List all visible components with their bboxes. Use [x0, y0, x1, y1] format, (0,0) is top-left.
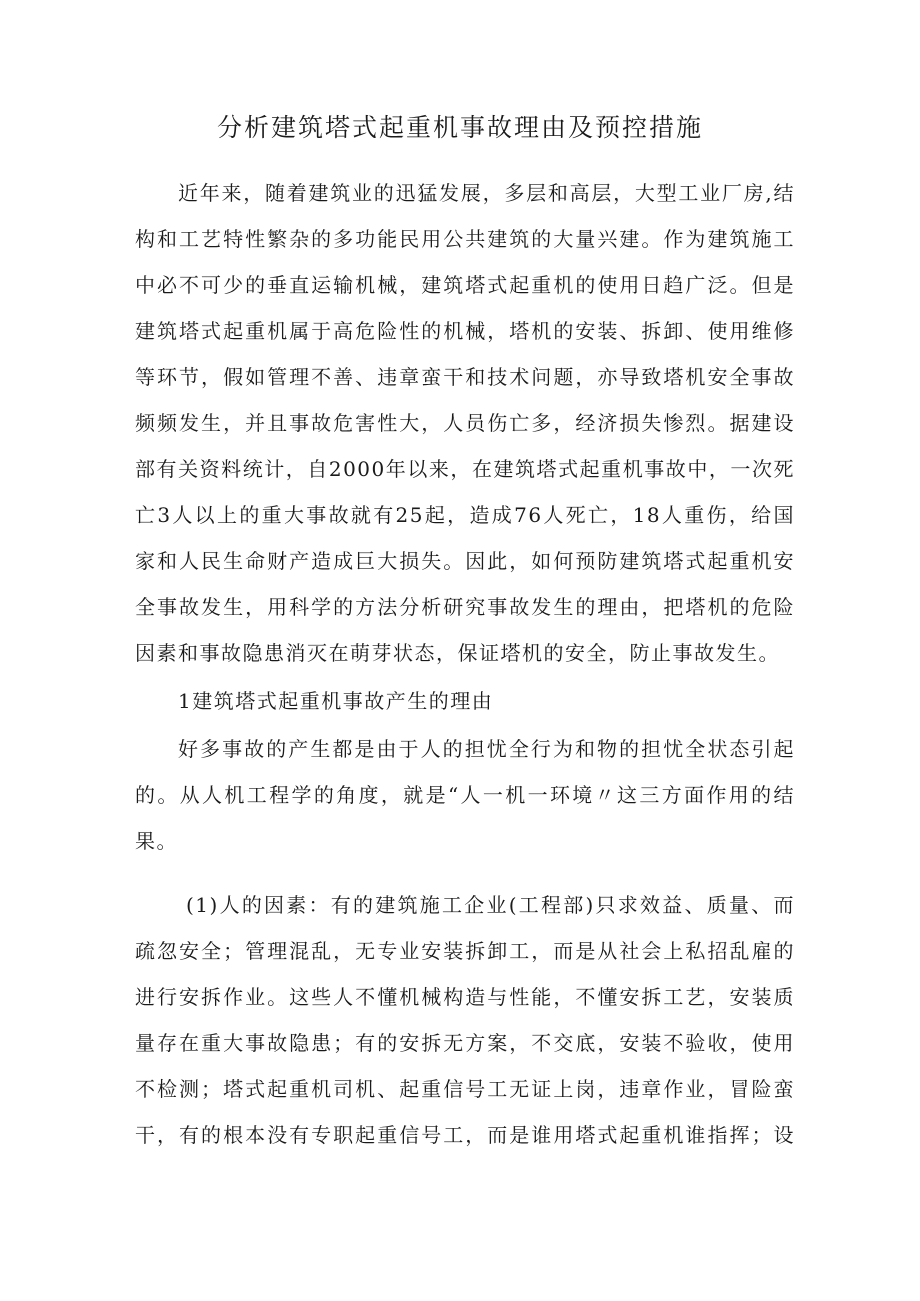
text-line: 干，有的根本没有专职起重信号工，而是谁用塔式起重机谁指挥；设	[135, 1123, 795, 1147]
text-line: 不检测；塔式起重机司机、起重信号工无证上岗，违章作业，冒险蛮	[135, 1077, 795, 1101]
text-line: 建筑塔式起重机属于高危险性的机械，塔机的安装、拆卸、使用维修	[135, 319, 795, 343]
text-line: 进行安拆作业。这些人不懂机械构造与性能，不懂安拆工艺，安装质	[135, 985, 795, 1009]
text-line: 频频发生，并且事故危害性大，人员伤亡多，经济损失惨烈。据建设	[135, 411, 795, 435]
text-line: 量存在重大事故隐患；有的安拆无方案，不交底，安装不验收，使用	[135, 1031, 795, 1055]
text-line: 部有关资料统计，自2000年以来，在建筑塔式起重机事故中，一次死	[135, 457, 795, 481]
section-heading: 1建筑塔式起重机事故产生的理由	[178, 689, 494, 713]
text-line: 等环节，假如管理不善、违章蛮干和技术问题，亦导致塔机安全事故	[135, 365, 795, 389]
text-line: 近年来，随着建筑业的迅猛发展，多层和高层，大型工业厂房,结	[178, 181, 795, 205]
text-line: 中必不可少的垂直运输机械，建筑塔式起重机的使用日趋广泛。但是	[135, 273, 795, 297]
text-line: 家和人民生命财产造成巨大损失。因此，如何预防建筑塔式起重机安	[135, 549, 795, 573]
text-line: 亡3人以上的重大事故就有25起，造成76人死亡，18人重伤，给国	[135, 503, 795, 527]
text-line: 因素和事故隐患消灭在萌芽状态，保证塔机的安全，防止事故发生。	[135, 641, 780, 665]
text-line: 疏忽安全；管理混乱，无专业安装拆卸工，而是从社会上私招乱雇的	[135, 939, 795, 963]
text-line: 构和工艺特性繁杂的多功能民用公共建筑的大量兴建。作为建筑施工	[135, 227, 795, 251]
text-line: 的。从人机工程学的角度，就是“人一机一环境〃这三方面作用的结	[135, 783, 795, 807]
text-line: 果。	[135, 829, 178, 853]
document-title: 分析建筑塔式起重机事故理由及预控措施	[216, 113, 703, 142]
text-line: 好多事故的产生都是由于人的担忧全行为和物的担忧全状态引起	[178, 737, 795, 761]
text-line: (1)人的因素：有的建筑施工企业(工程部)只求效益、质量、而	[186, 893, 795, 917]
text-line: 全事故发生，用科学的方法分析研究事故发生的理由，把塔机的危险	[135, 595, 795, 619]
